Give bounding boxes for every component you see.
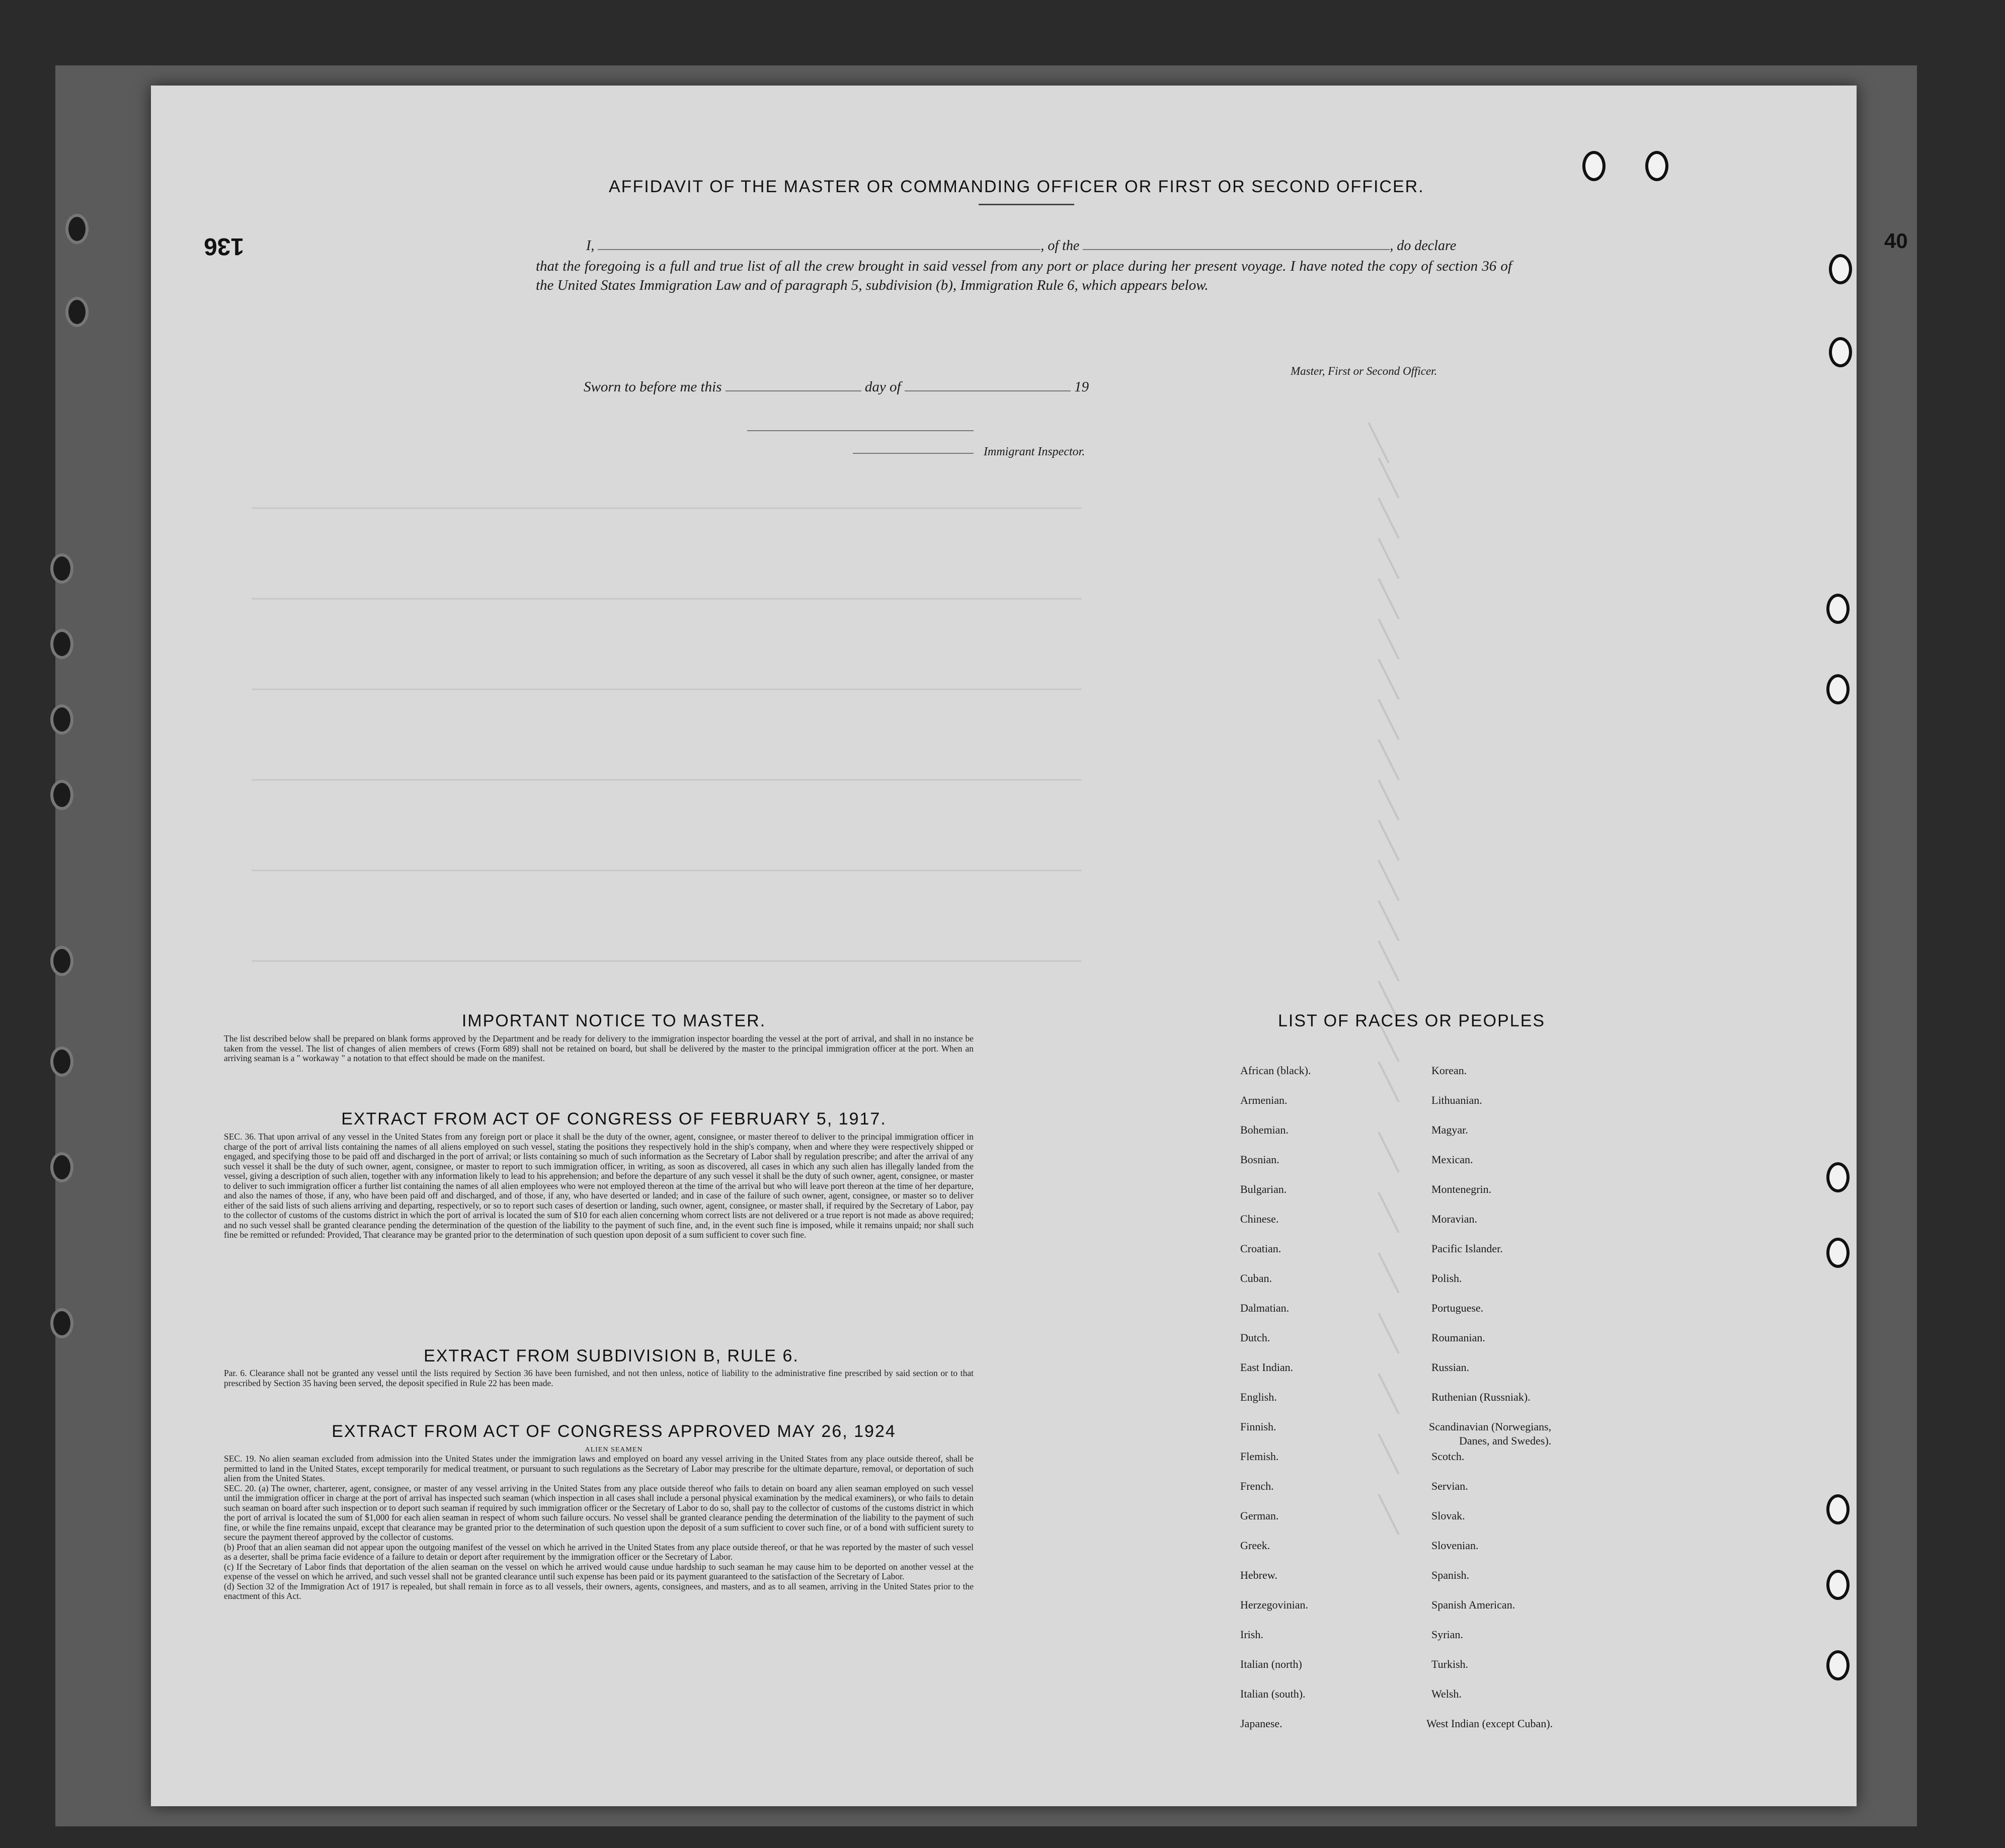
race-item: Croatian. xyxy=(1240,1242,1281,1255)
race-item: Bohemian. xyxy=(1240,1123,1289,1136)
race-item: Bosnian. xyxy=(1240,1153,1279,1166)
binder-hole-icon xyxy=(50,780,73,810)
sworn-line xyxy=(584,378,1089,395)
race-item: Welsh. xyxy=(1431,1688,1462,1700)
race-item: Bulgarian. xyxy=(1240,1183,1287,1195)
handwritten-number: 136 xyxy=(204,233,245,260)
binder-hole-icon xyxy=(50,1152,73,1182)
race-item: Japanese. xyxy=(1240,1717,1282,1730)
race-item: Italian (south). xyxy=(1240,1688,1306,1700)
sworn-label: Sworn to before me this xyxy=(584,379,722,395)
race-item-continued: Danes, and Swedes). xyxy=(1459,1434,1552,1447)
race-item: English. xyxy=(1240,1391,1277,1403)
race-item: Herzegovinian. xyxy=(1240,1598,1308,1611)
race-item: Roumanian. xyxy=(1431,1331,1485,1344)
binder-hole-icon xyxy=(65,214,89,244)
race-item: Flemish. xyxy=(1240,1450,1279,1463)
i-label: I, xyxy=(586,238,595,254)
punch-hole-icon xyxy=(1826,1494,1850,1524)
punch-hole-icon xyxy=(1826,1162,1850,1192)
of-the-label: , of the xyxy=(1040,238,1080,254)
race-item: Greek. xyxy=(1240,1539,1270,1552)
binder-hole-icon xyxy=(50,629,73,659)
punch-hole-icon xyxy=(1829,254,1852,284)
race-item: Dalmatian. xyxy=(1240,1302,1290,1314)
day-of-label: day of xyxy=(864,379,901,395)
race-item: Slovak. xyxy=(1431,1509,1465,1522)
race-item: East Indian. xyxy=(1240,1361,1294,1374)
day-line xyxy=(726,378,861,391)
vessel-line xyxy=(1083,237,1390,250)
notice-body: The list described below shall be prepared on blank forms approved by the Department and be ready for delivery to the immigration inspector boarding the vessel at the port of arrival, and shall in no instance be taken from the vessel. The list of changes of alien members of crews (Form 689) shall not be retained on board, but shall be delivered by the master to the principal immigration officer at the port. When an arriving seaman is a " workaway " a notation to that effect should be made on the manifest. xyxy=(224,1033,974,1063)
extract-1917-title: EXTRACT FROM ACT OF CONGRESS OF FEBRUARY 5, 1917. xyxy=(341,1109,887,1129)
race-item: Italian (north) xyxy=(1240,1658,1302,1670)
race-item: Montenegrin. xyxy=(1431,1183,1492,1195)
extract-1924-body xyxy=(224,1454,974,1601)
sec-20b: (b) Proof that an alien seaman did not appear upon the outgoing manifest of the vessel on which he arrived in the United States from any place outside thereof, or that he was reported by the master of such vessel as a deserter, shall be prima facie evidence of a failure to detain or deport after requirement by the immigration officer or the Secretary of Labor. xyxy=(224,1542,974,1562)
race-item: French. xyxy=(1240,1480,1274,1492)
inspector-line xyxy=(853,453,974,454)
race-item: Lithuanian. xyxy=(1431,1094,1482,1106)
race-item: Dutch. xyxy=(1240,1331,1270,1344)
edge-number: 40 xyxy=(1884,229,1908,253)
race-item: Slovenian. xyxy=(1431,1539,1479,1552)
race-item: German. xyxy=(1240,1509,1279,1522)
race-item: Mexican. xyxy=(1431,1153,1473,1166)
binder-hole-icon xyxy=(50,704,73,735)
declaration xyxy=(536,236,1512,295)
inspector-label: Immigrant Inspector. xyxy=(984,445,1085,458)
races-title: LIST OF RACES OR PEOPLES xyxy=(1278,1011,1546,1030)
binder-hole-icon xyxy=(50,1047,73,1077)
race-item: Cuban. xyxy=(1240,1272,1272,1284)
extract-1924-subtitle: ALIEN SEAMEN xyxy=(585,1446,643,1454)
race-item: Finnish. xyxy=(1240,1420,1276,1433)
month-line xyxy=(905,378,1071,391)
affidavit-title: AFFIDAVIT OF THE MASTER OR COMMANDING OFFICER OR FIRST OR SECOND OFFICER. xyxy=(609,177,1424,196)
race-item: Servian. xyxy=(1431,1480,1468,1492)
sec-20d: (d) Section 32 of the Immigration Act of 1917 is repealed, but shall remain in force as to all vessels, their owners, agents, consignees, and masters, and as to all seamen, arriving in the United States prior to the enactment of this Act. xyxy=(224,1581,974,1601)
race-item: Armenian. xyxy=(1240,1094,1288,1106)
extract-rule6-title: EXTRACT FROM SUBDIVISION B, RULE 6. xyxy=(424,1346,799,1365)
sec-19: SEC. 19. No alien seaman excluded from admission into the United States under the immigration laws and employed on board any vessel arriving in the United States from any place outside thereof, shall be permitted to land in the United States, except temporarily for medical treatment, or pursuant to such regulations as the Secretary of Labor may prescribe for the ultimate departure, removal, or deportation of such alien from the United States. xyxy=(224,1454,974,1483)
binder-hole-icon xyxy=(50,946,73,976)
sec-20c: (c) If the Secretary of Labor finds that deportation of the alien seaman on the vessel on which he arrived would cause undue hardship to such seaman he may cause him to be deported on another vessel at the expense of the vessel on which he arrived, and such vessel shall not be granted clearance until such expense has been paid or its payment guaranteed to the satisfaction of the Secretary of Labor. xyxy=(224,1561,974,1581)
race-item: Scandinavian (Norwegians, xyxy=(1429,1420,1552,1433)
extract-1924-title: EXTRACT FROM ACT OF CONGRESS APPROVED MAY 26, 1924 xyxy=(332,1422,896,1441)
signature-line xyxy=(747,430,974,431)
declaration-body: that the foregoing is a full and true list of all the crew brought in said vessel from any port or place during her present voyage. I have noted the copy of section 36 of the United States Immigration Law and of paragraph 5, subdivision (b), Immigration Rule 6, which appears below. xyxy=(536,258,1512,293)
extract-1917-body: SEC. 36. That upon arrival of any vessel in the United States from any foreign port or place it shall be the duty of the owner, agent, consignee, or master thereof to deliver to the principal immigration officer in charge of the port of arrival lists containing the names of all aliens employed on such vessel, stating the positions they respectively hold in the ship's company, when and where they were respectively shipped or engaged, and specifying those to be paid off and discharged in the port of arrival; or lists containing so much of such information as the Secretary of Labor shall by regulation prescribe; and after the arrival of any such vessel it shall be the duty of such owner, agent, consignee, or master to report to such immigration officer, in writing, as soon as discovered, all cases in which any such alien has illegally landed from the vessel, giving a description of such alien, together with any information likely to lead to his apprehension; and before the departure of any such vessel it shall be the duty of such owner, agent, consignee, or master to deliver to such immigration officer a further list containing the names of all alien employees who were not employed thereon at the time of the arrival but who will leave port thereon at the time of her departure, and also the names of those, if any, who have been paid off and discharged, and of those, if any, who have deserted or landed; and in case of the failure of such owner, agent, consignee, or master so to deliver either of the said lists of such aliens arriving and departing, respectively, or so to report such cases of desertion or landing, such owner, agent, consignee, or master shall, if required by the Secretary of Labor, pay to the collector of customs of the customs district in which the port of arrival is located the sum of $10 for each alien concerning whom correct lists are not delivered or a true report is not made as above required; and no such vessel shall be granted clearance pending the determination of the question of the liability to the payment of such fine, and, in the event such fine is imposed, while it remains unpaid; nor shall such fine be remitted or refunded: Provided, That clearance may be granted prior to the determination of such question upon deposit of a sum sufficient to cover such fine. xyxy=(224,1132,974,1240)
punch-hole-icon xyxy=(1645,151,1668,181)
do-declare-label: , do declare xyxy=(1390,238,1457,254)
race-item: Portuguese. xyxy=(1431,1302,1484,1314)
race-item: Syrian. xyxy=(1431,1628,1463,1641)
binder-hole-icon xyxy=(50,553,73,584)
race-item: Korean. xyxy=(1431,1064,1467,1077)
race-item: Spanish. xyxy=(1431,1569,1470,1581)
punch-hole-icon xyxy=(1582,151,1606,181)
race-item: Spanish American. xyxy=(1431,1598,1515,1611)
punch-hole-icon xyxy=(1826,1570,1850,1600)
sec-20a: SEC. 20. (a) The owner, charterer, agent, consignee, or master of any vessel arriving in the United States from any place outside thereof who fails to detain on board any alien seaman employed on such vessel until the immigration officer in charge at the port of arrival has inspected such seaman (which inspection in all cases shall include a personal physical examination by the medical examiners), or who fails to detain such seaman on board after such inspection or to deport such seaman if required by such immigration officer or the Secretary of Labor to do so, shall pay to the collector of customs of the customs district in which the port of arrival is located the sum of $1,000 for each alien seaman in respect of whom such failure occurs. No vessel shall be granted clearance pending the determination of the liability to the payment of such fine, or while the fine remains unpaid, except that clearance may be granted prior to the determination of such question upon the deposit of a sum sufficient to cover such fine, or of a bond with sufficient surety to secure the payment thereof approved by the collector of customs. xyxy=(224,1483,974,1542)
race-item: Pacific Islander. xyxy=(1431,1242,1503,1255)
punch-hole-icon xyxy=(1826,674,1850,704)
race-item: West Indian (except Cuban). xyxy=(1426,1717,1553,1730)
binder-hole-icon xyxy=(65,297,89,327)
race-item: Scotch. xyxy=(1431,1450,1465,1463)
punch-hole-icon xyxy=(1826,1238,1850,1268)
declaration-line xyxy=(536,236,1512,256)
extract-rule6-body: Par. 6. Clearance shall not be granted any vessel until the lists required by Section 36 have been furnished, and not then unless, notice of liability to the administrative fine prescribed by said section or to that prescribed by Section 35 having been served, the deposit specified in Rule 22 has been made. xyxy=(224,1368,974,1388)
master-label: Master, First or Second Officer. xyxy=(1291,365,1437,377)
title-underline xyxy=(979,204,1074,205)
race-item: Magyar. xyxy=(1431,1123,1468,1136)
binder-hole-icon xyxy=(50,1308,73,1338)
race-item: Irish. xyxy=(1240,1628,1263,1641)
race-item: Polish. xyxy=(1431,1272,1462,1284)
year-label: 19 xyxy=(1074,379,1089,395)
punch-hole-icon xyxy=(1826,594,1850,624)
notice-title: IMPORTANT NOTICE TO MASTER. xyxy=(461,1011,766,1030)
race-item: Russian. xyxy=(1431,1361,1470,1374)
race-item: African (black). xyxy=(1240,1064,1311,1077)
name-line xyxy=(598,237,1040,250)
race-item: Ruthenian (Russniak). xyxy=(1431,1391,1531,1403)
race-item: Moravian. xyxy=(1431,1213,1478,1225)
punch-hole-icon xyxy=(1826,1650,1850,1680)
race-item: Turkish. xyxy=(1431,1658,1469,1670)
race-item: Hebrew. xyxy=(1240,1569,1277,1581)
punch-hole-icon xyxy=(1829,337,1852,367)
race-item: Chinese. xyxy=(1240,1213,1279,1225)
